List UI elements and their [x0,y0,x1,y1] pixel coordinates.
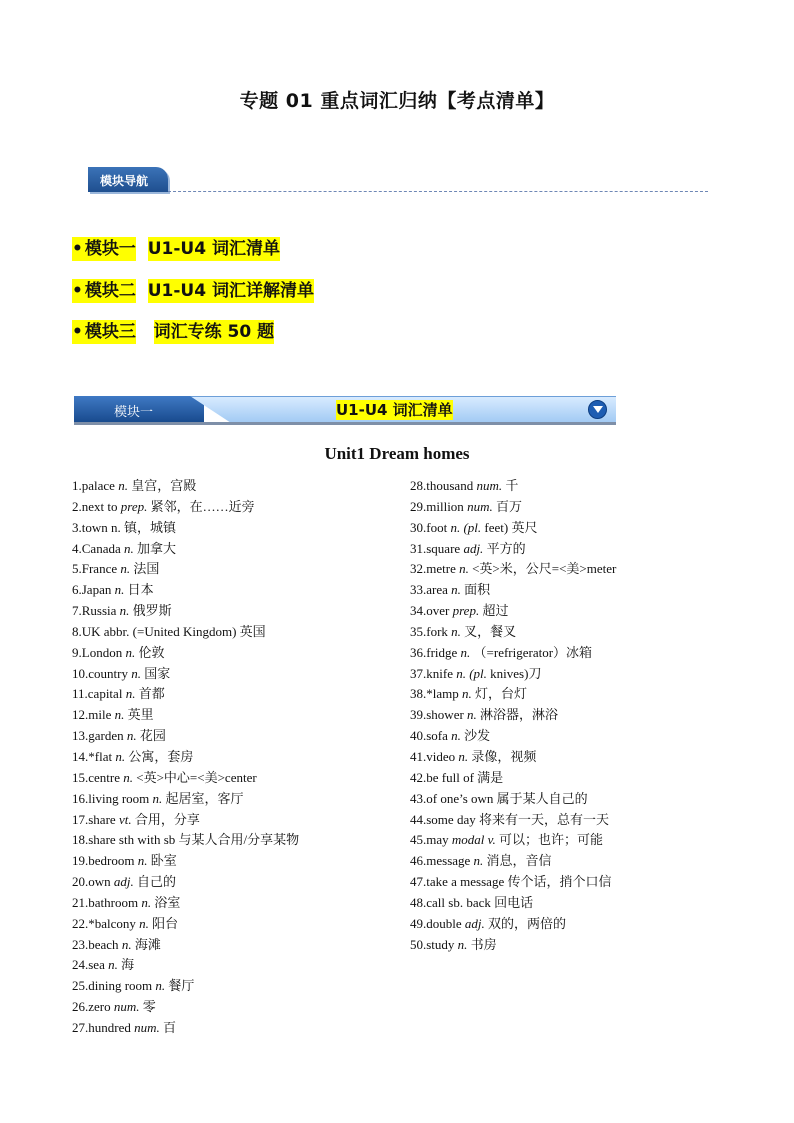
item-word: take a message [426,874,508,890]
item-number: 39. [410,707,427,723]
item-word: UK abbr. (=United Kingdom) [81,623,237,639]
item-number: 46. [410,853,427,869]
item-meaning: 英里 [124,707,154,723]
item-number: 27. [72,1019,89,1035]
item-word: knife [426,665,457,681]
item-number: 14. [72,748,89,764]
item-number: 10. [72,665,89,681]
item-pos: n. [125,686,136,702]
banner-title-text: U1-U4 词汇清单 [336,401,453,419]
vocab-item [410,622,616,643]
module-item-label: 模块三 [84,322,136,342]
unit-title: Unit1 Dream homes [324,444,470,463]
item-meaning: 百万 [492,498,522,514]
item-meaning: 属于某人自己的 [496,790,588,806]
vocab-item [410,872,616,893]
vocab-item [72,664,299,685]
item-pos: n. [137,853,148,869]
item-word: square [426,540,464,556]
vocab-item [72,1018,299,1039]
item-pos: prep. [120,498,148,514]
item-word: dining room [88,978,156,994]
vocab-item [410,726,616,747]
item-pos: n. [141,894,152,910]
item-number: 1. [72,478,82,493]
vocab-item [410,476,616,497]
vocab-item [410,664,616,685]
item-word: bedroom [88,853,138,869]
banner-title [336,399,453,420]
item-pos: num. [467,498,493,514]
item-word: *balcony [88,915,140,931]
item-meaning: 双的，两倍的 [484,915,567,931]
vocab-item [410,643,616,664]
module-nav-tab [88,167,168,192]
item-word: palace [81,478,119,493]
item-word: be full of [426,769,478,785]
item-number: 33. [410,582,427,598]
item-meaning: <英>中心=<美>center [133,769,257,785]
item-number: 48. [410,894,427,910]
item-word: own [88,874,114,890]
vocab-item [72,810,299,831]
item-pos: n. [114,582,125,598]
item-number: 22. [72,915,89,931]
item-number: 23. [72,936,89,952]
item-meaning: 起居室，客厅 [162,790,244,806]
item-word: London [81,644,126,660]
module-item-text: U1-U4 词汇清单 [147,239,280,259]
item-meaning: 淋浴器，淋浴 [476,707,559,723]
item-pos: n. [114,707,125,723]
item-meaning: 灯，台灯 [471,686,528,702]
item-word: France [81,561,121,577]
item-pos: n. (pl. [456,665,487,681]
vocab-item [410,705,616,726]
item-meaning: 海滩 [131,936,161,952]
item-word: study [426,936,458,952]
item-number: 9. [72,644,82,660]
item-meaning: 镇，城镇 [120,519,177,535]
vocab-item [410,810,616,831]
vocab-item [72,955,299,976]
item-number: 16. [72,790,89,806]
item-word: message [426,853,474,869]
item-number: 45. [410,832,427,848]
item-meaning: 餐厅 [165,978,195,994]
page-title: 专题 01 重点词汇归纳【考点清单】 [239,90,555,112]
item-number: 18. [72,832,89,848]
item-word: sea [88,957,109,973]
item-meaning: 消息，音信 [483,853,552,869]
item-meaning: 卧室 [147,853,177,869]
vocab-item [72,997,299,1018]
item-meaning: 满是 [477,769,504,785]
item-meaning: 叉，餐叉 [460,623,517,639]
item-number: 43. [410,790,427,806]
item-pos: n. [139,915,149,931]
item-pos: n. [458,748,469,764]
item-word: fork [426,623,452,639]
vocab-item [72,872,299,893]
item-pos: n. [460,644,471,660]
vocab-item [410,601,616,622]
vocab-item [72,643,299,664]
item-pos: n. [473,853,484,869]
vocab-item [410,893,616,914]
item-number: 37. [410,665,427,681]
item-pos: n. [131,665,141,681]
item-number: 41. [410,748,427,764]
item-number: 17. [72,811,89,827]
item-word: hundred [88,1019,135,1035]
item-number: 31. [410,540,427,556]
item-number: 3. [72,519,82,535]
vocab-item [72,539,299,560]
vocab-item [410,684,616,705]
vocab-item [410,914,616,935]
item-word: may [426,832,452,848]
item-meaning: knives)刀 [486,665,542,681]
module-item-label: 模块二 [84,281,136,301]
vocab-column-left [72,476,299,1039]
item-pos: prep. [452,603,480,619]
item-number: 50. [410,936,427,952]
item-number: 44. [410,811,427,827]
vocab-item [72,747,299,768]
item-word: *lamp [426,686,462,702]
item-number: 6. [72,582,82,598]
vocab-item [72,893,299,914]
item-meaning: 英国 [236,623,266,639]
item-word: zero [88,999,114,1015]
item-number: 13. [72,728,89,744]
item-pos: n. [119,603,130,619]
item-pos: n. [123,540,134,556]
vocab-item [410,518,616,539]
item-word: town n. [81,519,121,535]
item-number: 12. [72,707,89,723]
item-pos: n. [123,769,134,785]
vocab-item [72,705,299,726]
chevron-down-icon[interactable] [588,400,607,419]
item-word: metre [426,561,460,577]
vocab-item [72,580,299,601]
item-meaning: 紧邻，在……近旁 [147,498,255,514]
item-pos: n. [108,957,118,973]
item-pos: modal v. [451,832,496,848]
item-word: *flat [88,748,116,764]
item-pos: n. (pl. [450,519,482,535]
item-pos: adj. [463,540,484,556]
item-meaning: 零 [139,999,156,1015]
item-number: 11. [72,686,88,702]
item-meaning: 浴室 [151,894,181,910]
item-word: country [88,665,132,681]
item-number: 42. [410,769,427,785]
item-pos: adj. [464,915,485,931]
item-meaning: 传个话，捎个口信 [507,874,612,890]
item-meaning: 首都 [135,686,165,702]
module-item-3: • 模块三 词汇专练 50 题 [72,322,275,342]
item-number: 28. [410,478,427,493]
vocab-item [410,935,616,956]
item-word: call sb. back [426,894,495,910]
vocab-item [72,601,299,622]
item-number: 29. [410,498,427,514]
item-number: 8. [72,623,82,639]
item-word: share sth with sb [88,832,176,848]
item-word: beach [88,936,122,952]
item-meaning: 将来有一天，总有一天 [478,811,609,827]
item-meaning: 千 [502,478,519,493]
item-meaning: 平方的 [483,540,526,556]
module-item-text: 词汇专练 50 题 [153,322,275,342]
item-meaning: feet) 英尺 [481,519,538,535]
banner-module-label: 模块一 [114,405,154,420]
vocab-item [410,830,616,851]
banner-underline [74,422,616,425]
vocab-item [410,559,616,580]
item-pos: num. [476,478,503,493]
item-meaning: 超过 [479,603,509,619]
item-number: 15. [72,769,89,785]
item-pos: n. [451,582,461,598]
vocab-item [72,830,299,851]
vocab-column-right [410,476,616,955]
item-number: 36. [410,644,427,660]
item-meaning: 与某人合用/分享某物 [175,832,300,848]
item-pos: n. [120,561,131,577]
item-meaning: 加拿大 [133,540,176,556]
item-word: thousand [426,478,477,493]
vocab-item [72,935,299,956]
vocab-item [72,914,299,935]
item-pos: num. [113,999,140,1015]
item-pos: adj. [113,874,134,890]
item-word: living room [88,790,153,806]
item-pos: n. [451,728,461,744]
item-number: 25. [72,978,89,994]
vocab-item [410,580,616,601]
section-banner [74,396,616,423]
item-meaning: 阳台 [148,915,179,931]
vocab-item [410,747,616,768]
item-meaning: 面积 [460,582,491,598]
item-word: over [426,603,453,619]
vocab-item [72,622,299,643]
item-meaning: 可以；也许；可能 [495,832,603,848]
item-meaning: <英>米，公尺=<美>meter [468,561,617,577]
module-item-text: U1-U4 词汇详解清单 [147,281,314,301]
item-meaning: 合用，分享 [131,811,200,827]
vocab-item [410,768,616,789]
item-word: Japan [81,582,115,598]
item-number: 2. [72,498,82,514]
item-number: 26. [72,999,89,1015]
item-number: 35. [410,623,427,639]
item-number: 47. [410,874,427,890]
vocab-item [72,976,299,997]
item-meaning: 沙发 [460,728,491,744]
vocab-item [72,559,299,580]
item-word: bathroom [88,894,142,910]
item-word: foot [426,519,451,535]
item-meaning: 回电话 [494,894,534,910]
item-pos: n. [451,623,461,639]
item-number: 20. [72,874,89,890]
item-meaning: 录像，视频 [468,748,537,764]
item-pos: n. [115,748,126,764]
item-meaning: 自己的 [133,874,177,890]
item-number: 19. [72,853,89,869]
item-word: next to [81,498,121,514]
item-pos: n. [121,936,132,952]
item-number: 38. [410,686,427,702]
module-item-1: • 模块一 U1-U4 词汇清单 [72,239,280,259]
item-number: 21. [72,894,89,910]
item-meaning: 伦敦 [135,644,165,660]
item-meaning: 书房 [467,936,497,952]
item-pos: vt. [118,811,132,827]
module-item-2: • 模块二 U1-U4 词汇详解清单 [72,281,314,301]
item-pos: num. [134,1019,160,1035]
item-number: 49. [410,915,427,931]
item-meaning: 日本 [124,582,154,598]
item-meaning: 海 [117,957,135,973]
vocab-item [72,726,299,747]
item-word: of one’s own [426,790,497,806]
item-word: share [88,811,119,827]
item-meaning: （=refrigerator）冰箱 [470,644,593,660]
item-meaning: 公寓，套房 [125,748,194,764]
vocab-item [72,768,299,789]
vocab-item [72,789,299,810]
vocab-item [410,497,616,518]
item-word: mile [88,707,115,723]
item-number: 34. [410,603,427,619]
item-word: million [426,498,468,514]
item-pos: n. [459,561,469,577]
item-pos: n. [457,936,468,952]
vocab-item [410,789,616,810]
item-word: shower [426,707,468,723]
item-pos: n. [126,728,137,744]
vocab-item [72,518,299,539]
item-meaning: 国家 [140,665,171,681]
vocab-item [410,539,616,560]
module-item-label: 模块一 [84,239,136,259]
vocab-item [72,497,299,518]
item-meaning: 百 [159,1019,177,1035]
item-number: 24. [72,957,89,973]
item-number: 5. [72,561,82,577]
item-word: some day [426,811,479,827]
item-word: fridge [426,644,461,660]
item-number: 32. [410,561,427,577]
item-word: garden [88,728,127,744]
item-number: 40. [410,728,427,744]
item-meaning: 俄罗斯 [129,603,172,619]
item-pos: n. [152,790,163,806]
item-number: 30. [410,519,427,535]
item-word: video [426,748,459,764]
item-pos: n. [125,644,136,660]
item-word: area [426,582,452,598]
nav-divider [168,191,708,192]
item-word: Canada [81,540,124,556]
module-nav-label: 模块导航 [100,174,149,188]
item-pos: n. [462,686,472,702]
item-pos: n. [155,978,166,994]
item-word: Russia [81,603,120,619]
banner-module-tab [74,396,204,423]
item-pos: n. [118,478,128,493]
item-meaning: 皇宫，宫殿 [127,478,197,493]
vocab-item [72,684,299,705]
vocab-item [72,476,299,497]
item-word: sofa [426,728,452,744]
item-meaning: 花园 [136,728,166,744]
item-word: capital [87,686,126,702]
item-word: double [426,915,465,931]
item-pos: n. [467,707,477,723]
item-meaning: 法国 [130,561,160,577]
item-number: 7. [72,603,82,619]
vocab-item [72,851,299,872]
vocab-item [410,851,616,872]
item-word: centre [88,769,124,785]
item-number: 4. [72,540,82,556]
